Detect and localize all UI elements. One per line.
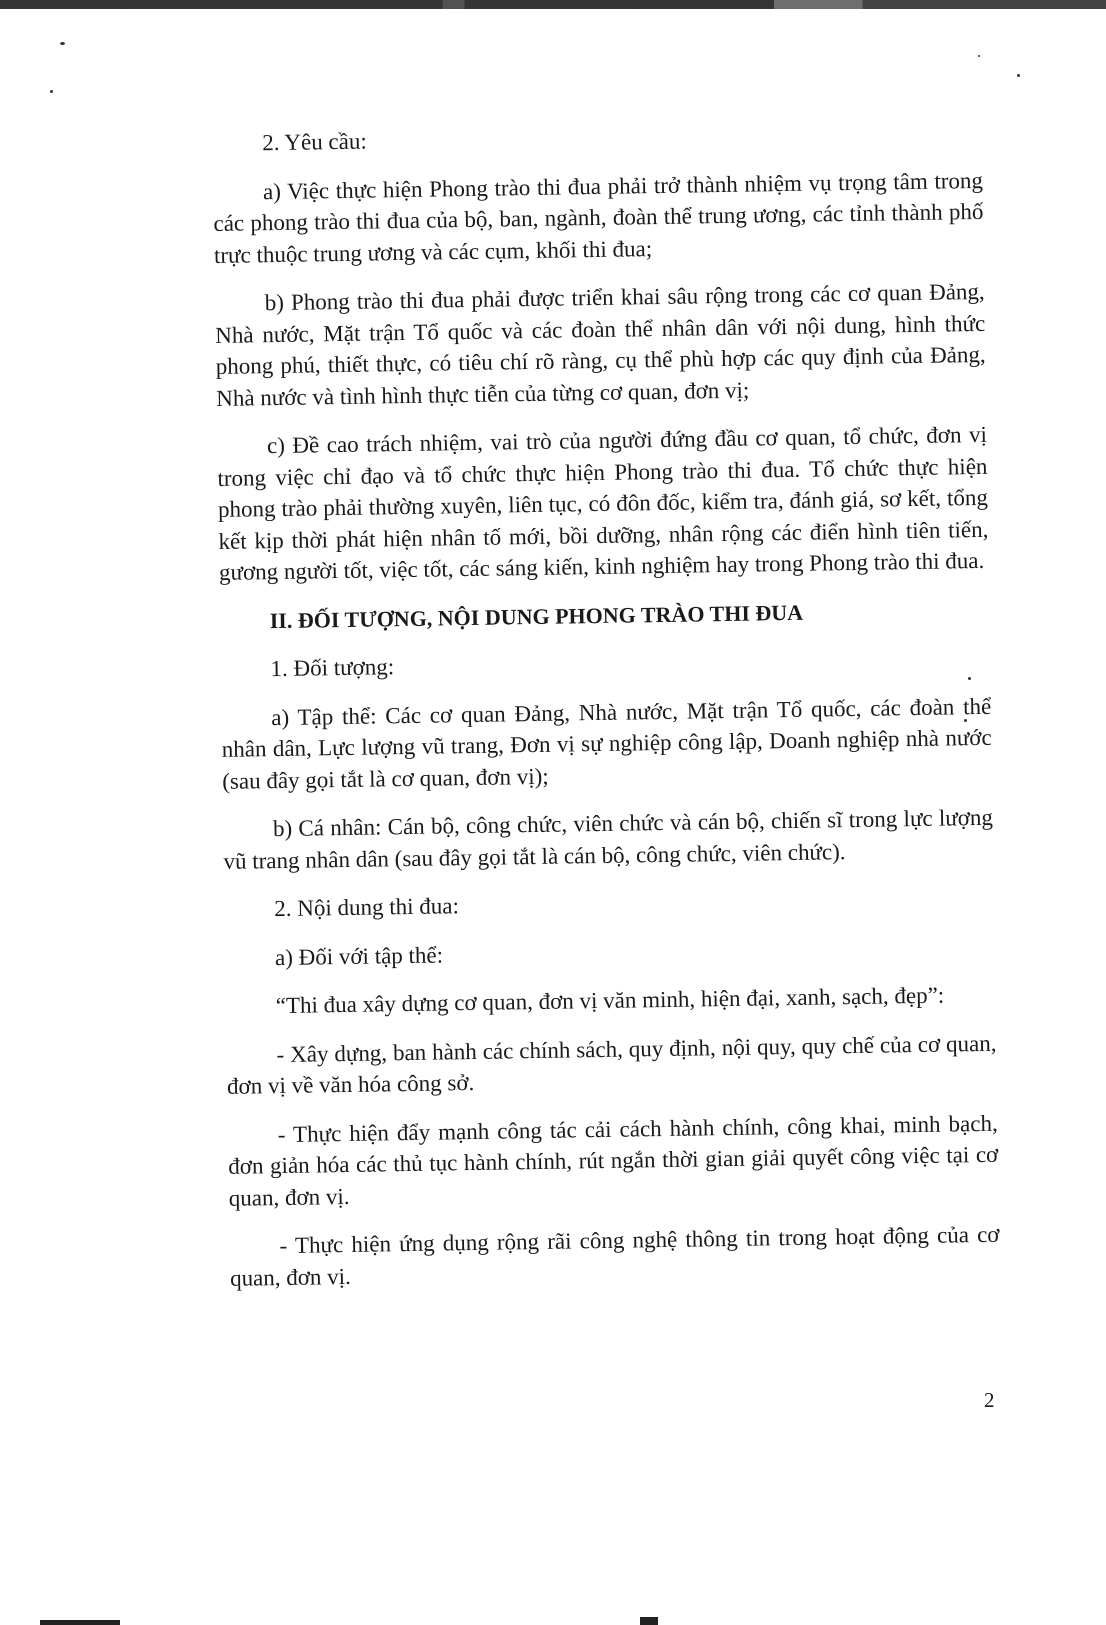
paragraph: - Xây dựng, ban hành các chính sách, quy định, nội quy, quy chế của cơ quan, đơn vị về văn hóa công sở.	[226, 1030, 997, 1099]
paragraph: c) Đề cao trách nhiệm, vai trò của người đứng đầu cơ quan, tổ chức, đơn vị trong việc chỉ đạo và tổ chức thực hiện Phong trào thi đua. Tổ chức thực hiện phong trào phải thường xuyên, liên tục, có đôn đốc, kiểm tra, đánh giá, sơ kết, tổng kết kịp thời phát hiện nhân tố mới, bồi dưỡng, nhân rộng các điển hình tiên tiến, gương người tốt, việc tốt, các sáng kiến, kinh nghiệm hay trong Phong trào thi đua.	[217, 421, 989, 585]
paragraph: - Thực hiện đẩy mạnh công tác cải cách hành chính, công khai, minh bạch, đơn giản hóa các thủ tục hành chính, rút ngắn thời gian giải quyết công việc tại cơ quan, đơn vị.	[228, 1110, 999, 1211]
scan-mark	[40, 1620, 120, 1625]
paragraph: b) Phong trào thi đua phải được triển khai sâu rộng trong các cơ quan Đảng, Nhà nước, Mặt trận Tổ quốc và các đoàn thể nhân dân với nội dung, hình thức phong phú, thiết thực, có tiêu chí rõ ràng, cụ thể phù hợp các quy định của Đảng, Nhà nước và tình hình thực tiễn của từng cơ quan, đơn vị;	[215, 278, 986, 411]
scan-speck	[978, 55, 980, 57]
paragraph: a) Việc thực hiện Phong trào thi đua phải trở thành nhiệm vụ trọng tâm trong các phong trào thi đua của bộ, ban, ngành, đoàn thể trung ương, các tỉnh thành phố trực thuộc trung ương và các cụm, khối thi đua;	[213, 167, 984, 268]
section-heading: II. ĐỐI TƯỢNG, NỘI DUNG PHONG TRÀO THI ĐUA	[269, 599, 804, 633]
scan-edge-top	[0, 0, 1106, 9]
paragraph: - Thực hiện ứng dụng rộng rãi công nghệ thông tin trong hoạt động của cơ quan, đơn vị.	[229, 1221, 1000, 1291]
scan-edge-bottom	[0, 1619, 1106, 1625]
paragraph: a) Tập thể: Các cơ quan Đảng, Nhà nước, Mặt trận Tổ quốc, các đoàn thể nhân dân, Lực lượng vũ trang, Đơn vị sự nghiệp công lập, Doanh nghiệp nhà nước (sau đây gọi tắt là cơ quan, đơn vị);	[221, 693, 992, 794]
paragraph: 2. Nội dung thi đua:	[274, 893, 460, 922]
paragraph: 1. Đối tượng:	[270, 654, 395, 682]
paragraph: 2. Yêu cầu:	[262, 128, 367, 156]
paragraph: b) Cá nhân: Cán bộ, công chức, viên chức và cán bộ, chiến sĩ trong lực lượng vũ trang nhân dân (sau đây gọi tắt là cán bộ, công chức, viên chức).	[223, 804, 994, 874]
scan-mark	[640, 1617, 658, 1625]
scan-speck	[1017, 74, 1020, 77]
document-body	[212, 116, 1000, 1311]
scan-speck	[60, 42, 65, 45]
paragraph: “Thi đua xây dựng cơ quan, đơn vị văn minh, hiện đại, xanh, sạch, đẹp”:	[275, 982, 945, 1019]
page-number: 2	[984, 1388, 995, 1412]
paragraph: a) Đối với tập thể:	[274, 941, 444, 970]
scan-speck	[50, 90, 53, 93]
